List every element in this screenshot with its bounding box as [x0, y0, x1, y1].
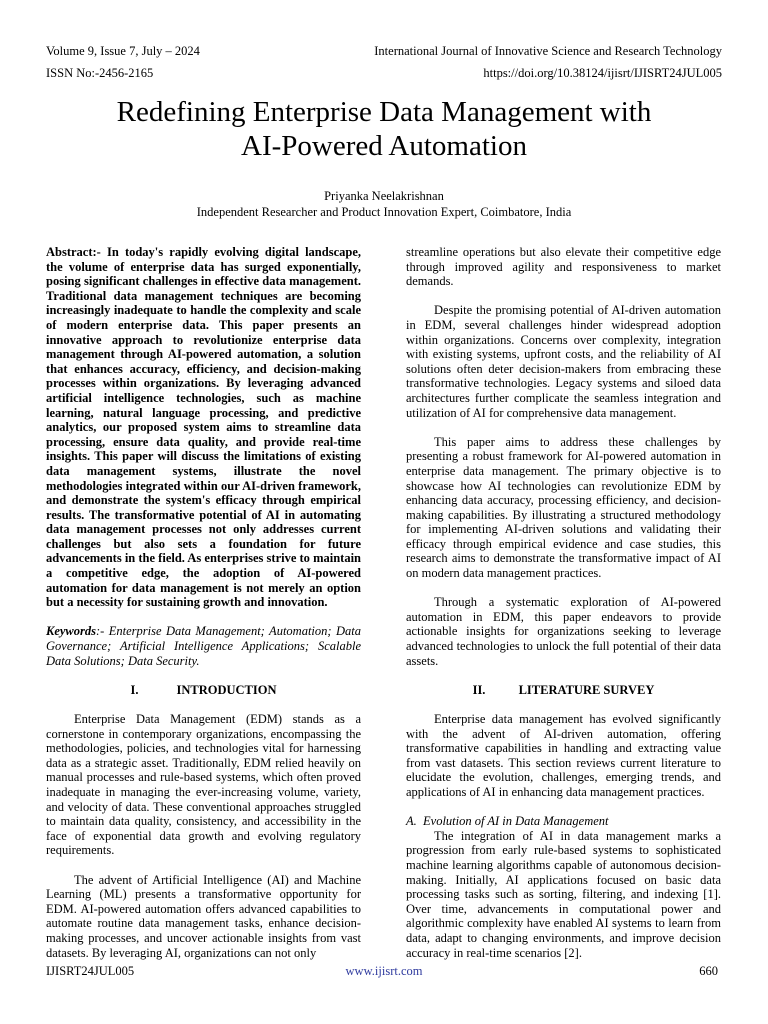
section-heading-literature-survey [406, 683, 721, 698]
doi-link[interactable]: https://doi.org/10.38124/ijisrt/IJISRT24JUL005 [483, 66, 722, 80]
literature-paragraph-2: The integration of AI in data management marks a progression from early rule-based systems to sophisticated machine learning algorithms capable of autonomous decision-making. Initially, AI applications focused on basic data processing tasks such as sorting, filtering, and indexing [1]. Over time, advancements in computational power and algorithmic complexity have enabled AI systems to learn from data, adapt to changing environments, and improve decision accuracy in real-time scenarios [2]. [406, 828, 721, 960]
keywords-label: Keywords [46, 624, 96, 639]
keywords-text: :- Enterprise Data Management; Automation; Data Governance; Artificial Intelligence Applications; Scalable Data Solutions; Data Security. [46, 624, 361, 668]
section-number: I. [130, 682, 139, 697]
intro-paragraph-3: Despite the promising potential of AI-driven automation in EDM, several challenges hinder widespread adoption within organizations. Concerns over complexity, integration with existing systems, upfront costs, and the reliability of AI solutions often deter decision-makers from embracing these transformative technologies. Legacy systems and siloed data architectures further complicate the seamless integration and utilization of AI for comprehensive data management. [406, 303, 721, 420]
author-block [0, 188, 768, 220]
volume-info: Volume 9, Issue 7, July – 2024 [46, 44, 200, 58]
footer-paper-id: IJISRT24JUL005 [46, 964, 135, 978]
page-number: 660 [699, 964, 718, 978]
section-number: II. [472, 682, 486, 697]
keywords-paragraph [46, 624, 361, 668]
title-line: Redefining Enterprise Data Management with [116, 96, 652, 128]
intro-paragraph-2: The advent of Artificial Intelligence (AI) and Machine Learning (ML) presents a transformative opportunity for EDM. AI-powered automation offers advanced capabilities to automate routine data management tasks, enhance decision-making processes, and uncover actionable insights from vast datasets. By leveraging AI, organizations can not only [46, 872, 361, 960]
right-column [406, 245, 721, 960]
intro-paragraph-4: This paper aims to address these challenges by presenting a robust framework for AI-powered automation in enterprise data management. The primary objective is to showcase how AI technologies can revolutionize EDM by enhancing data accuracy, processing efficiency, and decision-making capabilities. By illustrating a structured methodology for implementing AI-driven solutions and validating their efficacy through empirical evidence and case studies, this research aims to demonstrate the transformative impact of AI on modern data management practices. [406, 434, 721, 581]
literature-paragraph-1: Enterprise data management has evolved significantly with the advent of AI-driven automation, offering transformative capabilities in handling and extracting value from vast datasets. This section reviews current literature to elucidate the evolution, challenges, emerging trends, and applications of AI in enhancing data management practices. [406, 712, 721, 799]
abstract: Abstract:- In today's rapidly evolving digital landscape, the volume of enterprise data has surged exponentially, posing significant challenges in effective data management. Traditional data management techniques are becoming increasingly inadequate to handle the complexity and scale of modern enterprise data. This paper presents an innovative approach to revolutionize enterprise data management through AI-powered automation, a solution that enhances accuracy, efficiency, and decision-making processes within organizations. By leveraging advanced artificial intelligence technologies, such as machine learning, natural language processing, and predictive analytics, our proposed system aims to streamline data processing, ensure data quality, and provide real-time insights. This paper will discuss the limitations of existing data management systems, illustrate the novel methodologies integrated within our AI-driven framework, and demonstrate the system's efficacy through empirical results. The transformative potential of AI in automating data management processes not only addresses current challenges but also sets a foundation for future advancements in the field. As enterprises strive to maintain a competitive edge, the adoption of AI-powered automation for data management is not merely an option but a necessity for sustaining growth and innovation. [46, 245, 361, 610]
footer-website-link[interactable]: www.ijisrt.com [345, 964, 423, 978]
left-column [46, 245, 361, 960]
section-heading-introduction [46, 683, 361, 698]
section-title: INTRODUCTION [176, 682, 277, 697]
intro-paragraph-1: Enterprise Data Management (EDM) stands as a cornerstone in contemporary organizations, encompassing the methodologies, policies, and technologies vital for harnessing data as a strategic asset. Traditionally, EDM relied heavily on manual processes and rule-based systems, which often proved inadequate in managing the ever-increasing volume, variety, and velocity of data. These conventional approaches struggled to maintain data quality, consistency, and accessibility in the face of exponential data growth and evolving regulatory requirements. [46, 712, 361, 858]
journal-name: International Journal of Innovative Science and Research Technology [374, 44, 722, 58]
paper-title [0, 95, 768, 163]
intro-paragraph-2-continued: streamline operations but also elevate their competitive edge through improved agility and responsiveness to market demands. [406, 245, 721, 289]
author-affiliation: Independent Researcher and Product Innovation Expert, Coimbatore, India [196, 205, 572, 219]
author-name: Priyanka Neelakrishnan [324, 189, 444, 203]
issn: ISSN No:-2456-2165 [46, 66, 154, 80]
subsection-heading-evolution: A. Evolution of AI in Data Management [406, 814, 609, 829]
section-title: LITERATURE SURVEY [518, 682, 655, 697]
title-line: AI-Powered Automation [241, 130, 527, 162]
intro-paragraph-5: Through a systematic exploration of AI-powered automation in EDM, this paper endeavors to provide actionable insights for organizations seeking to leverage advanced technologies to unlock the full potential of their data assets. [406, 595, 721, 668]
